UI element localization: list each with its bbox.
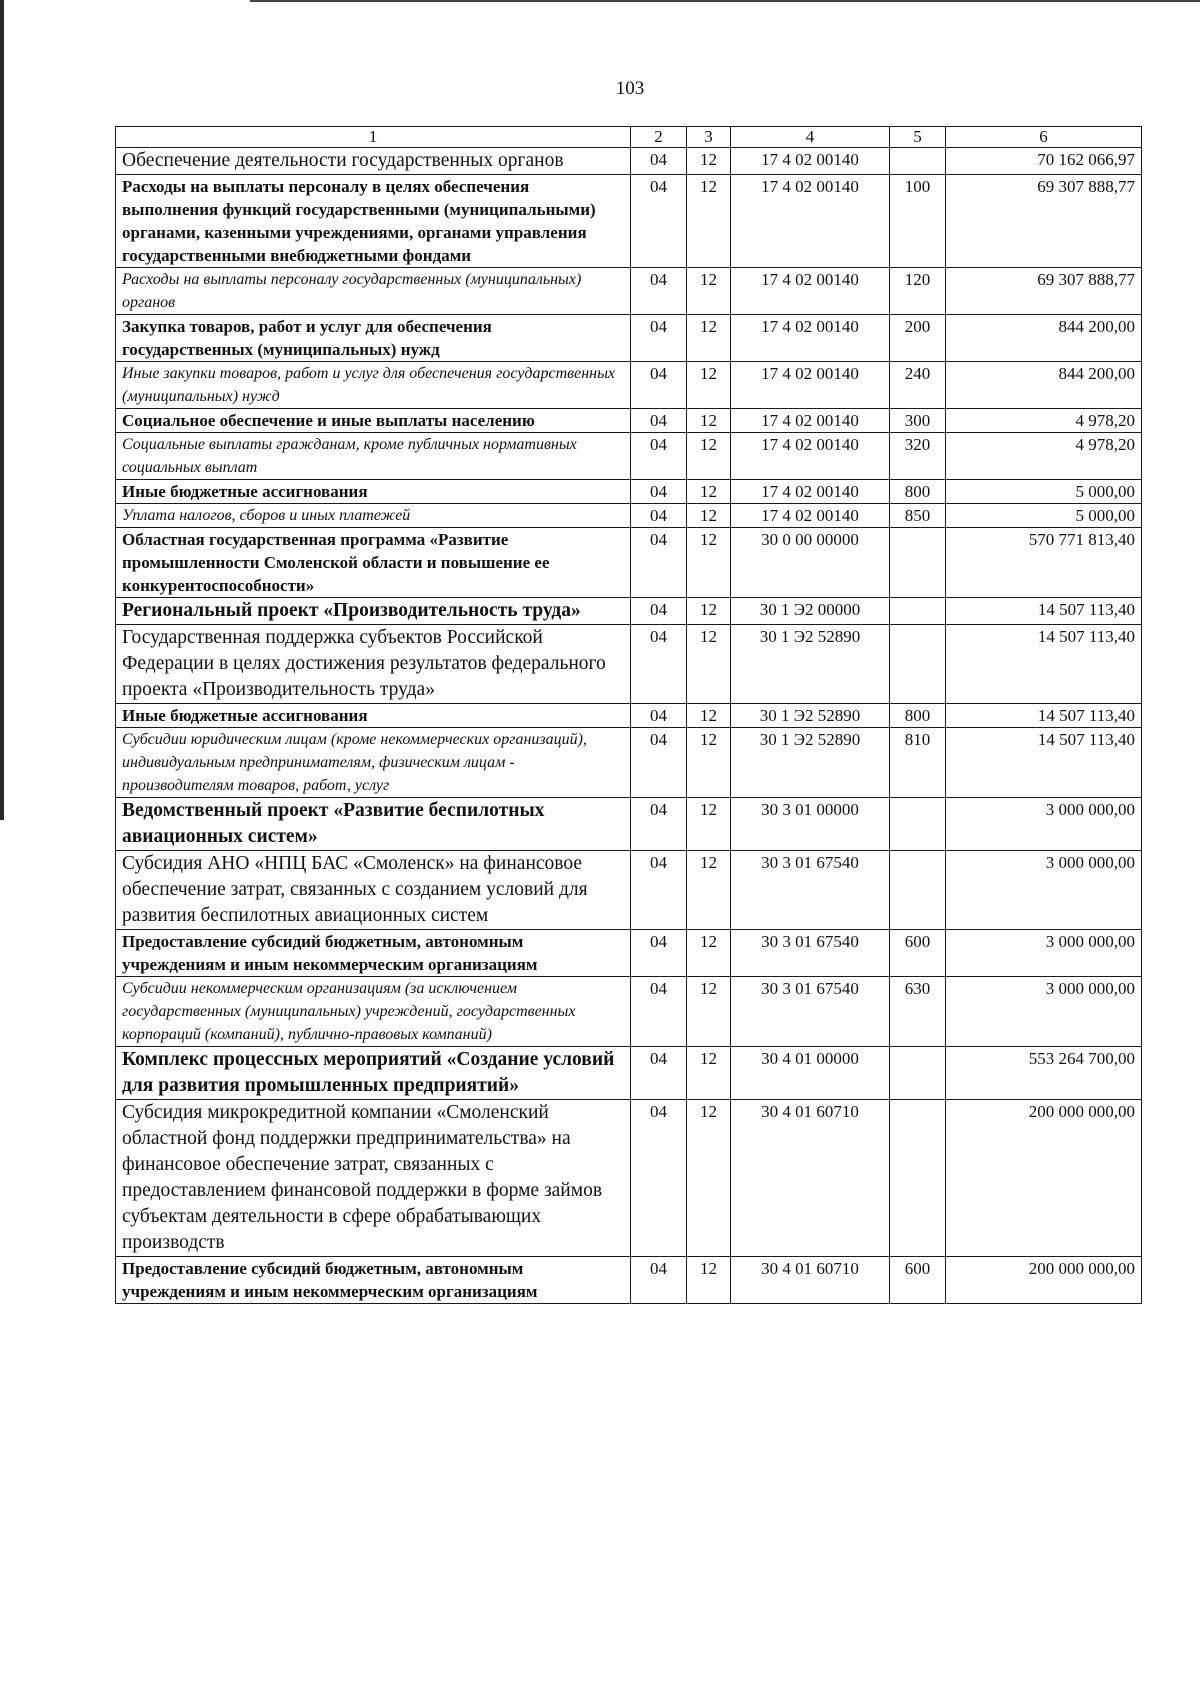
row-subsection: 12 <box>687 851 731 930</box>
row-target-code: 17 4 02 00140 <box>731 315 890 362</box>
row-expense-type: 810 <box>890 728 946 798</box>
row-name: Комплекс процессных мероприятий «Создание условий для развития промышленных предприятий» <box>116 1047 631 1100</box>
row-target-code: 30 3 01 67540 <box>731 851 890 930</box>
row-target-code: 30 4 01 00000 <box>731 1047 890 1100</box>
row-subsection: 12 <box>687 1257 731 1304</box>
table-row <box>116 930 1142 977</box>
column-header-6: 6 <box>946 127 1142 148</box>
row-amount: 570 771 813,40 <box>946 528 1142 598</box>
row-section: 04 <box>631 175 687 268</box>
table-row <box>116 977 1142 1047</box>
row-amount: 3 000 000,00 <box>946 851 1142 930</box>
row-expense-type <box>890 625 946 704</box>
row-expense-type: 800 <box>890 480 946 504</box>
row-name: Региональный проект «Производительность труда» <box>116 598 631 625</box>
row-subsection: 12 <box>687 315 731 362</box>
row-amount: 69 307 888,77 <box>946 268 1142 315</box>
table-row <box>116 268 1142 315</box>
row-section: 04 <box>631 930 687 977</box>
table-row <box>116 528 1142 598</box>
row-amount: 553 264 700,00 <box>946 1047 1142 1100</box>
row-expense-type: 240 <box>890 362 946 409</box>
row-target-code: 30 3 01 00000 <box>731 798 890 851</box>
row-amount: 844 200,00 <box>946 315 1142 362</box>
row-subsection: 12 <box>687 480 731 504</box>
table-body <box>116 148 1142 1304</box>
table-row <box>116 728 1142 798</box>
row-section: 04 <box>631 1100 687 1257</box>
table-row <box>116 409 1142 433</box>
row-name: Уплата налогов, сборов и иных платежей <box>116 504 631 528</box>
table-row <box>116 315 1142 362</box>
row-expense-type <box>890 1047 946 1100</box>
row-target-code: 30 1 Э2 52890 <box>731 704 890 728</box>
row-subsection: 12 <box>687 528 731 598</box>
table-row <box>116 851 1142 930</box>
row-expense-type: 320 <box>890 433 946 480</box>
row-amount: 200 000 000,00 <box>946 1100 1142 1257</box>
table-row <box>116 1047 1142 1100</box>
table-row <box>116 433 1142 480</box>
row-section: 04 <box>631 480 687 504</box>
row-name: Расходы на выплаты персоналу государственных (муниципальных) органов <box>116 268 631 315</box>
row-amount: 70 162 066,97 <box>946 148 1142 175</box>
row-section: 04 <box>631 362 687 409</box>
row-target-code: 30 3 01 67540 <box>731 977 890 1047</box>
table-row <box>116 175 1142 268</box>
row-subsection: 12 <box>687 409 731 433</box>
row-subsection: 12 <box>687 798 731 851</box>
row-section: 04 <box>631 504 687 528</box>
row-expense-type: 100 <box>890 175 946 268</box>
row-target-code: 17 4 02 00140 <box>731 148 890 175</box>
row-amount: 3 000 000,00 <box>946 798 1142 851</box>
row-section: 04 <box>631 728 687 798</box>
table-row <box>116 148 1142 175</box>
scan-left-edge <box>0 0 4 820</box>
table-row <box>116 480 1142 504</box>
row-amount: 69 307 888,77 <box>946 175 1142 268</box>
row-name: Обеспечение деятельности государственных органов <box>116 148 631 175</box>
table-row <box>116 798 1142 851</box>
row-section: 04 <box>631 798 687 851</box>
row-target-code: 17 4 02 00140 <box>731 480 890 504</box>
row-section: 04 <box>631 433 687 480</box>
row-target-code: 30 4 01 60710 <box>731 1257 890 1304</box>
row-amount: 4 978,20 <box>946 409 1142 433</box>
table-header-row <box>116 127 1142 148</box>
row-amount: 14 507 113,40 <box>946 728 1142 798</box>
row-target-code: 30 1 Э2 52890 <box>731 728 890 798</box>
row-subsection: 12 <box>687 504 731 528</box>
row-amount: 5 000,00 <box>946 480 1142 504</box>
row-name: Социальное обеспечение и иные выплаты населению <box>116 409 631 433</box>
row-subsection: 12 <box>687 977 731 1047</box>
row-section: 04 <box>631 625 687 704</box>
row-section: 04 <box>631 268 687 315</box>
row-name: Предоставление субсидий бюджетным, автономным учреждениям и иным некоммерческим организациям <box>116 930 631 977</box>
table-row <box>116 1100 1142 1257</box>
row-section: 04 <box>631 148 687 175</box>
row-expense-type: 200 <box>890 315 946 362</box>
row-amount: 844 200,00 <box>946 362 1142 409</box>
row-expense-type: 630 <box>890 977 946 1047</box>
row-name: Субсидия микрокредитной компании «Смоленский областной фонд поддержки предпринимательства» на финансовое обеспечение затрат, связанных с предоставлением финансовой поддержки в форме займов субъектам деятельности в сфере обрабатывающих производств <box>116 1100 631 1257</box>
row-expense-type <box>890 598 946 625</box>
row-target-code: 17 4 02 00140 <box>731 409 890 433</box>
row-target-code: 30 1 Э2 52890 <box>731 625 890 704</box>
row-name: Иные бюджетные ассигнования <box>116 704 631 728</box>
row-section: 04 <box>631 528 687 598</box>
row-name: Предоставление субсидий бюджетным, автономным учреждениям и иным некоммерческим организациям <box>116 1257 631 1304</box>
row-section: 04 <box>631 851 687 930</box>
row-name: Ведомственный проект «Развитие беспилотных авиационных систем» <box>116 798 631 851</box>
row-target-code: 30 0 00 00000 <box>731 528 890 598</box>
column-header-1: 1 <box>116 127 631 148</box>
table-row <box>116 1257 1142 1304</box>
row-name: Социальные выплаты гражданам, кроме публичных нормативных социальных выплат <box>116 433 631 480</box>
row-amount: 14 507 113,40 <box>946 704 1142 728</box>
row-amount: 5 000,00 <box>946 504 1142 528</box>
row-expense-type: 850 <box>890 504 946 528</box>
table-row <box>116 704 1142 728</box>
row-subsection: 12 <box>687 598 731 625</box>
row-target-code: 30 1 Э2 00000 <box>731 598 890 625</box>
row-expense-type: 600 <box>890 1257 946 1304</box>
row-expense-type <box>890 148 946 175</box>
row-target-code: 17 4 02 00140 <box>731 268 890 315</box>
page-number: 103 <box>615 78 645 99</box>
row-expense-type <box>890 528 946 598</box>
row-name: Иные бюджетные ассигнования <box>116 480 631 504</box>
row-subsection: 12 <box>687 268 731 315</box>
row-expense-type <box>890 798 946 851</box>
row-section: 04 <box>631 977 687 1047</box>
row-section: 04 <box>631 1257 687 1304</box>
row-subsection: 12 <box>687 1100 731 1257</box>
row-subsection: 12 <box>687 930 731 977</box>
row-expense-type: 800 <box>890 704 946 728</box>
table-row <box>116 504 1142 528</box>
row-section: 04 <box>631 315 687 362</box>
row-target-code: 30 3 01 67540 <box>731 930 890 977</box>
row-target-code: 17 4 02 00140 <box>731 362 890 409</box>
row-section: 04 <box>631 598 687 625</box>
budget-table <box>115 126 1142 1304</box>
row-name: Закупка товаров, работ и услуг для обеспечения государственных (муниципальных) нужд <box>116 315 631 362</box>
row-name: Иные закупки товаров, работ и услуг для обеспечения государственных (муниципальных) нужд <box>116 362 631 409</box>
row-target-code: 17 4 02 00140 <box>731 433 890 480</box>
table-row <box>116 625 1142 704</box>
row-target-code: 30 4 01 60710 <box>731 1100 890 1257</box>
table-row <box>116 598 1142 625</box>
column-header-3: 3 <box>687 127 731 148</box>
row-name: Расходы на выплаты персоналу в целях обеспечения выполнения функций государственными (муниципальными) органами, казенными учреждениями, органами управления государственными внебюджетными фондами <box>116 175 631 268</box>
row-section: 04 <box>631 409 687 433</box>
column-header-4: 4 <box>731 127 890 148</box>
column-header-5: 5 <box>890 127 946 148</box>
row-amount: 3 000 000,00 <box>946 930 1142 977</box>
row-subsection: 12 <box>687 433 731 480</box>
row-amount: 14 507 113,40 <box>946 598 1142 625</box>
row-section: 04 <box>631 1047 687 1100</box>
row-subsection: 12 <box>687 1047 731 1100</box>
row-subsection: 12 <box>687 625 731 704</box>
row-amount: 4 978,20 <box>946 433 1142 480</box>
row-name: Областная государственная программа «Развитие промышленности Смоленской области и повышение ее конкурентоспособности» <box>116 528 631 598</box>
row-expense-type: 300 <box>890 409 946 433</box>
row-expense-type: 600 <box>890 930 946 977</box>
row-target-code: 17 4 02 00140 <box>731 504 890 528</box>
row-subsection: 12 <box>687 175 731 268</box>
row-subsection: 12 <box>687 362 731 409</box>
row-name: Субсидия АНО «НПЦ БАС «Смоленск» на финансовое обеспечение затрат, связанных с созданием условий для развития беспилотных авиационных систем <box>116 851 631 930</box>
row-name: Государственная поддержка субъектов Российской Федерации в целях достижения результатов федерального проекта «Производительность труда» <box>116 625 631 704</box>
row-expense-type <box>890 851 946 930</box>
row-name: Субсидии некоммерческим организациям (за исключением государственных (муниципальных) учреждений, государственных корпораций (компаний), публично-правовых компаний) <box>116 977 631 1047</box>
row-amount: 200 000 000,00 <box>946 1257 1142 1304</box>
row-subsection: 12 <box>687 728 731 798</box>
row-expense-type: 120 <box>890 268 946 315</box>
table-row <box>116 362 1142 409</box>
row-target-code: 17 4 02 00140 <box>731 175 890 268</box>
row-amount: 3 000 000,00 <box>946 977 1142 1047</box>
column-header-2: 2 <box>631 127 687 148</box>
row-name: Субсидии юридическим лицам (кроме некоммерческих организаций), индивидуальным предпринимателям, физическим лицам - производителям товаров, работ, услуг <box>116 728 631 798</box>
row-expense-type <box>890 1100 946 1257</box>
scan-top-rule <box>250 0 1200 2</box>
row-section: 04 <box>631 704 687 728</box>
row-subsection: 12 <box>687 148 731 175</box>
row-subsection: 12 <box>687 704 731 728</box>
row-amount: 14 507 113,40 <box>946 625 1142 704</box>
